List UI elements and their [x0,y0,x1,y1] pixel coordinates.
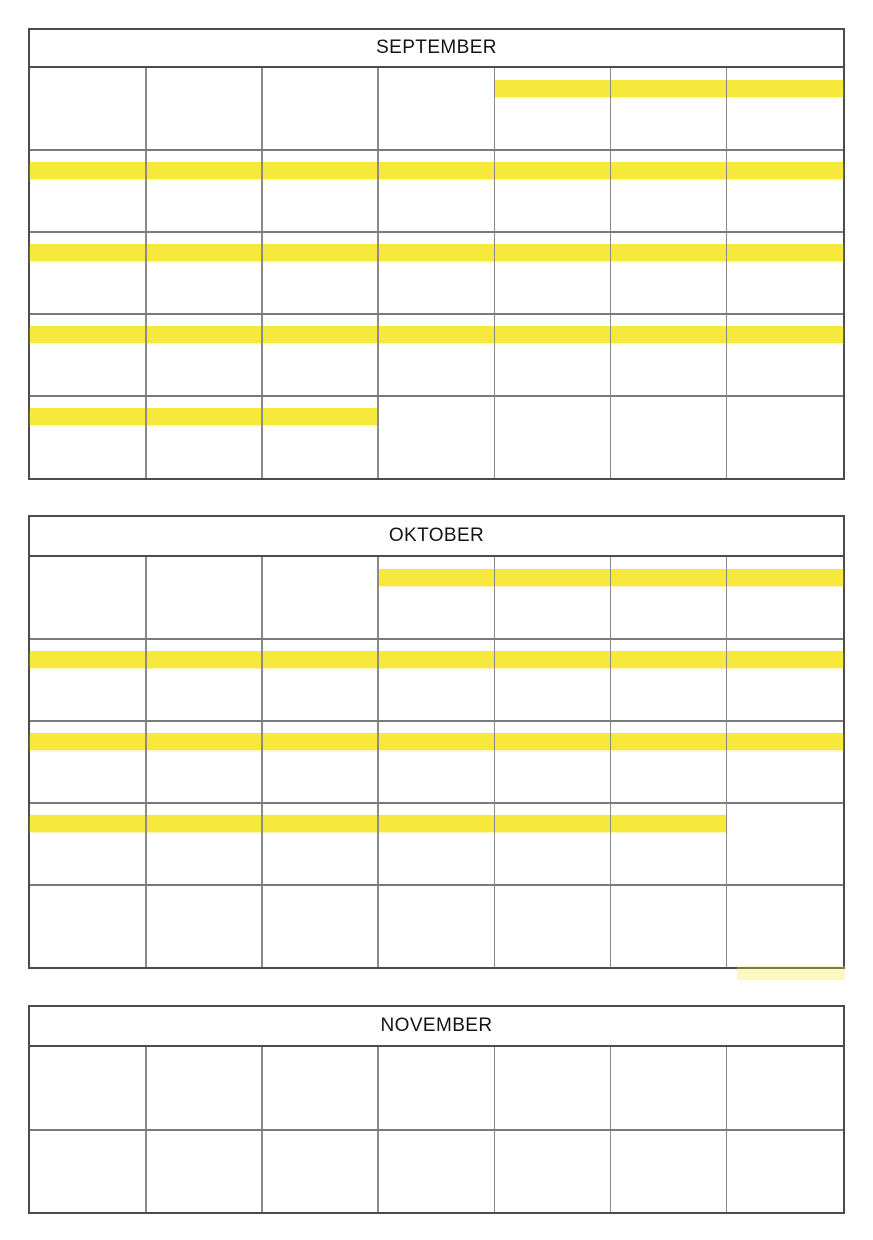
calendar-cell [30,150,146,232]
calendar-cell [727,1047,843,1130]
calendar-cell [262,639,378,721]
calendar-cell [727,721,843,803]
calendar-cell [495,1047,611,1130]
month-grid [30,1047,843,1212]
calendar-cell [262,803,378,885]
month-title: SEPTEMBER [30,30,843,68]
month-grid [30,68,843,478]
calendar-cell [262,1047,378,1130]
calendar-cell [262,396,378,478]
calendar-cell [146,721,262,803]
calendar-cell [378,150,494,232]
calendar-cell [495,314,611,396]
calendar-cell [30,1047,146,1130]
calendar-cell [495,396,611,478]
calendar-cell [727,68,843,150]
calendar-cell [611,557,727,639]
calendar-cell [611,68,727,150]
calendar-cell [611,314,727,396]
calendar-cell [495,557,611,639]
calendar-cell [378,557,494,639]
calendar-cell [727,150,843,232]
calendar-month-oktober [28,515,845,969]
calendar-month-november [28,1005,845,1214]
calendar-cell [262,314,378,396]
month-cells-layer [30,68,843,478]
calendar-cell [146,68,262,150]
calendar-cell [495,721,611,803]
calendar-cell [378,803,494,885]
calendar-cell [30,721,146,803]
calendar-cell [146,803,262,885]
calendar-cell [30,1130,146,1213]
calendar-cell [378,721,494,803]
calendar-cell [495,803,611,885]
calendar-cell [611,1047,727,1130]
calendar-month-september [28,28,845,480]
calendar-cell [146,1047,262,1130]
calendar-cell [611,396,727,478]
calendar-cell [378,1047,494,1130]
calendar-cell [727,1130,843,1213]
calendar-cell [611,150,727,232]
calendar-cell [30,314,146,396]
calendar-cell [146,232,262,314]
calendar-cell [146,885,262,967]
calendar-cell [495,885,611,967]
calendar-cell [611,1130,727,1213]
calendar-cell [378,232,494,314]
calendar-cell [30,232,146,314]
calendar-cell [146,150,262,232]
month-title: OKTOBER [30,517,843,557]
calendar-cell [378,314,494,396]
month-cells-layer [30,557,843,967]
calendar-cell [727,885,843,967]
calendar-cell [378,885,494,967]
calendar-cell [146,314,262,396]
calendar-cell [495,68,611,150]
calendar-cell [611,232,727,314]
calendar-cell [30,396,146,478]
calendar-cell [146,557,262,639]
calendar-cell [378,1130,494,1213]
calendar-cell [262,721,378,803]
calendar-cell [495,150,611,232]
month-cells-layer [30,1047,843,1212]
calendar-cell [495,639,611,721]
calendar-cell [146,1130,262,1213]
calendar-cell [262,885,378,967]
calendar-cell [727,557,843,639]
calendar-cell [262,150,378,232]
calendar-cell [30,803,146,885]
calendar-cell [30,885,146,967]
calendar-cell [727,639,843,721]
calendar-cell [727,803,843,885]
calendar-cell [727,232,843,314]
calendar-cell [262,557,378,639]
calendar-cell [727,314,843,396]
calendar-cell [262,232,378,314]
calendar-cell [262,68,378,150]
calendar-cell [611,885,727,967]
calendar-cell [378,639,494,721]
calendar-cell [30,639,146,721]
calendar-cell [146,396,262,478]
calendar-cell [611,639,727,721]
calendar-cell [378,68,494,150]
calendar-cell [611,721,727,803]
calendar-cell [378,396,494,478]
month-title: NOVEMBER [30,1007,843,1047]
faint-highlight-mark [737,966,845,980]
calendar-cell [30,68,146,150]
calendar-cell [262,1130,378,1213]
month-grid [30,557,843,967]
calendar-cell [30,557,146,639]
calendar-cell [495,232,611,314]
calendar-cell [611,803,727,885]
calendar-cell [727,396,843,478]
calendar-cell [146,639,262,721]
calendar-cell [495,1130,611,1213]
